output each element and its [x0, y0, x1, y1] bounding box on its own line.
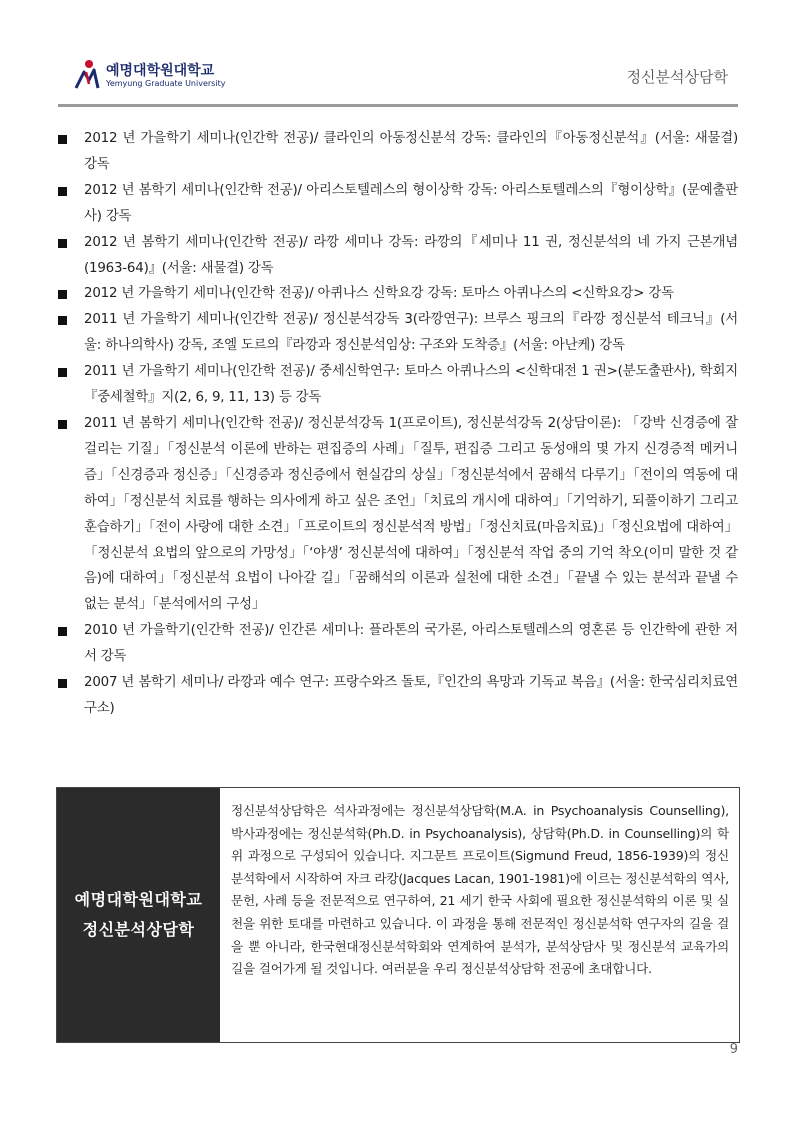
list-item-text: 2012 년 가을학기 세미나(인간학 전공)/ 클라인의 아동정신분석 강독: 클라인의『아동정신분석』(서울: 새물결) 강독 — [84, 131, 738, 172]
list-item-text: 2012 년 봄학기 세미나(인간학 전공)/ 아리스토텔레스의 형이상학 강독: 아리스토텔레스의『형이상학』(문예출판사) 강독 — [84, 182, 738, 224]
square-bullet-icon — [58, 290, 67, 299]
seminar-list — [58, 126, 738, 722]
list-item — [58, 411, 738, 618]
list-item-text: 2011 년 가을학기 세미나(인간학 전공)/ 중세신학연구: 토마스 아퀴나스의 <신학대전 1 권>(분도출판사), 학회지『중세철학』지(2, 6, 9, 11, 13) 등 강독 — [84, 364, 738, 406]
square-bullet-icon — [58, 187, 67, 196]
logo-english-name: Yemyung Graduate University — [106, 79, 226, 88]
logo-korean-name: 예명대학원대학교 — [106, 63, 215, 79]
list-item-text: 2012 년 가을학기 세미나(인간학 전공)/ 아퀴나스 신학요강 강독: 토마스 아퀴나스의 <신학요강> 강독 — [84, 286, 674, 302]
square-bullet-icon — [58, 135, 67, 144]
list-item — [58, 230, 738, 282]
section-title: 정신분석상담학 — [626, 68, 728, 86]
program-info-title — [57, 788, 220, 1042]
list-item — [58, 178, 738, 230]
list-item — [58, 618, 738, 670]
list-item-text: 2010 년 가을학기(인간학 전공)/ 인간론 세미나: 플라톤의 국가론, 아리스토텔레스의 영혼론 등 인간학에 관한 저서 강독 — [84, 623, 738, 665]
list-item-text: 2011 년 봄학기 세미나(인간학 전공)/ 정신분석강독 1(프로이트), 정신분석강독 2(상담이론): 「강박 신경증에 잘 걸리는 기질」「정신분석 이론에 반하는 편집증의 사례」「질투, 편집증 그리고 동성애의 몇 가지 신경증적 메커니즘」「신경증과 정신증」「신경증과 정신증에서 현실감의 상실」「정신분석에서 꿈해석 다루기」「전이의 역동에 대하여」「정신분석 치료를 행하는 의사에게 하고 싶은 조언」「치료의 개시에 대하여」「기억하기, 되풀이하기 그리고 훈습하기」「전이 사랑에 대한 소견」「프로이트의 정신분석적 방법」「정신치료(마음치료)」「정신요법에 대하여」「정신분석 요법의 앞으로의 가망성」「‘야생’ 정신분석에 대하여」「정신분석 작업 중의 기억 착오(이미 말한 것 같음)에 대하여」「정신분석 요법이 나아갈 길」「꿈해석의 이론과 실천에 대한 소견」「끝낼 수 있는 분석과 끝낼 수 없는 분석」「분석에서의 구성」 — [84, 415, 738, 613]
list-item — [58, 359, 738, 411]
list-item — [58, 670, 738, 722]
header-divider — [58, 104, 738, 107]
square-bullet-icon — [58, 420, 67, 429]
program-title-line1: 예명대학원대학교 — [74, 890, 203, 909]
square-bullet-icon — [58, 316, 67, 325]
program-info-box — [56, 787, 740, 1043]
list-item — [58, 126, 738, 178]
program-title-line2: 정신분석상담학 — [82, 920, 195, 939]
list-item — [58, 281, 738, 307]
square-bullet-icon — [58, 679, 67, 688]
university-logo — [72, 58, 242, 98]
square-bullet-icon — [58, 368, 67, 377]
page-number: 9 — [729, 1042, 738, 1057]
program-description: 정신분석상담학은 석사과정에는 정신분석상담학(M.A. in Psychoanalysis Counselling), 박사과정에는 정신분석학(Ph.D. in Psychoanalysis), 상담학(Ph.D. in Counselling)의 학위 과정으로 구성되어 있습니다. 지그문트 프로이트(Sigmund Freud, 1856-1939)의 정신분석학에서 시작하여 자크 라캉(Jacques Lacan, 1901-1981)에 이르는 정신분석학의 역사, 문헌, 사례 등을 전문적으로 연구하여, 21 세기 한국 사회에 필요한 정신분석학의 이론 및 실천을 위한 토대를 마련하고 있습니다. 이 과정을 통해 전문적인 정신분석학 연구자의 길을 걸을 뿐 아니라, 한국현대정신분석학회와 연계하여 분석가, 분석상담사 및 정신분석 교육가의 길을 걸어가게 될 것입니다. 여러분을 우리 정신분석상담학 전공에 초대합니다. — [231, 803, 729, 977]
list-item-text: 2011 년 가을학기 세미나(인간학 전공)/ 정신분석강독 3(라깡연구): 브루스 핑크의『라깡 정신분석 테크닉』(서울: 하나의학사) 강독, 조엘 도르의『라깡과 정신분석임상: 구조와 도착증』(서울: 아난케) 강독 — [84, 312, 738, 354]
list-item-text: 2007 년 봄학기 세미나/ 라깡과 예수 연구: 프랑수와즈 돌토,『인간의 욕망과 기독교 복음』(서울: 한국심리치료연구소) — [84, 675, 738, 716]
list-item-text: 2012 년 봄학기 세미나(인간학 전공)/ 라깡 세미나 강독: 라깡의『세미나 11 권, 정신분석의 네 가지 근본개념(1963-64)』(서울: 새물결) 강독 — [84, 234, 738, 276]
list-item — [58, 307, 738, 359]
square-bullet-icon — [58, 627, 67, 636]
university-emblem-icon — [72, 58, 102, 92]
square-bullet-icon — [58, 239, 67, 248]
page-header — [0, 0, 794, 110]
